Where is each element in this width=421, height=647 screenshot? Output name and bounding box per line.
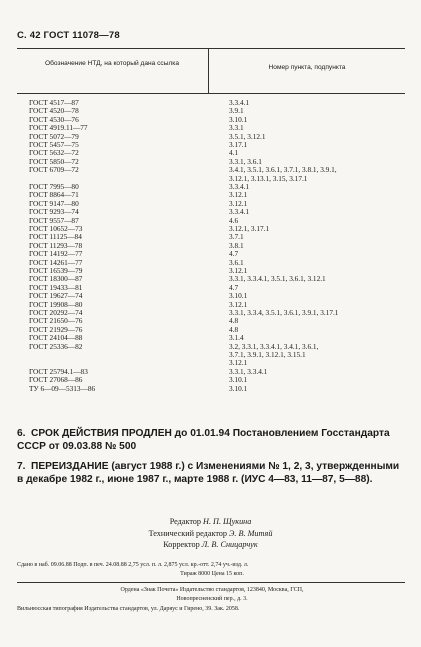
- table-cell-clause: 3.3.1, 3.3.4.1: [229, 366, 268, 376]
- table-cell-clause: 3.1.4: [229, 333, 244, 343]
- column-header-document: Обозначение НТД, на который дана ссылка: [45, 60, 179, 67]
- table-cell-document: ГОСТ 19908—80: [29, 299, 83, 309]
- table-cell-clause: 3.10.1: [229, 114, 248, 124]
- table-cell-document: ГОСТ 20292—74: [29, 308, 83, 317]
- paragraph-validity: [17, 427, 405, 453]
- paragraph-reissue: [17, 460, 405, 486]
- table-cell-clause: 4.7: [229, 249, 239, 259]
- credit-proofreader: Корректор Л. В. Сницарчук: [163, 540, 258, 549]
- table-cell-clause: 3.12.1, 3.13.1, 3.15, 3.17.1: [229, 173, 308, 183]
- imprint-printer: Вильнюсская типография Издательства стандартов, ул. Даряус и Гирено, 39. Зак. 2058.: [17, 606, 240, 612]
- table-cell-document: ГОСТ 5072—79: [29, 131, 79, 141]
- table-cell-document: ГОСТ 24104—88: [29, 333, 83, 343]
- table-cell-document: ГОСТ 5457—75: [29, 140, 79, 149]
- imprint-print-data: Сдано в наб. 09.06.88 Подп. в печ. 24.08.88 2,75 усл. п. л. 2,875 усл. кр.-отт. 2,74 уч.-изд. л.: [17, 562, 249, 568]
- table-cell-document: ГОСТ 9557—87: [29, 215, 79, 225]
- table-cell-clause: 4.7: [229, 282, 239, 292]
- table-column-divider: [208, 48, 209, 93]
- table-top-rule: [17, 48, 405, 49]
- credit-tech-editor: Технический редактор Э. В. Митяй: [148, 528, 273, 538]
- table-cell-clause: 3.12.1: [229, 190, 248, 200]
- table-cell-clause: 4.8: [229, 324, 239, 334]
- table-cell-document: ГОСТ 11125—84: [29, 232, 82, 242]
- table-cell-clause: 3.3.4.1: [229, 98, 250, 107]
- table-cell-clause: 3.2, 3.3.1, 3.3.4.1, 3.4.1, 3.6.1,: [229, 341, 319, 351]
- table-cell-document: ГОСТ 19433—81: [29, 282, 83, 292]
- table-cell-clause: 3.10.1: [229, 375, 248, 385]
- imprint-rule-top: [17, 582, 405, 583]
- table-cell-document: ГОСТ 5850—72: [29, 156, 79, 166]
- table-cell-clause: 3.17.1: [229, 140, 248, 149]
- table-cell-clause: 3.12.1: [229, 299, 248, 309]
- imprint-publisher: Ордена «Знак Почета» Издательство стандартов, 123840, Москва, ГСП,: [120, 587, 304, 593]
- table-cell-document: ГОСТ 21650—76: [29, 316, 83, 326]
- table-cell-document: ГОСТ 25794.1—83: [29, 366, 88, 376]
- table-cell-document: ГОСТ 4520—78: [29, 106, 79, 116]
- table-cell-clause: 3.9.1: [229, 106, 244, 116]
- table-cell-clause: 3.12.1: [229, 266, 248, 275]
- table-cell-document: ГОСТ 27068—86: [29, 375, 83, 385]
- credits-block: [0, 516, 421, 551]
- table-cell-document: ГОСТ 14192—77: [29, 249, 83, 259]
- table-cell-document: ГОСТ 14261—77: [29, 257, 83, 267]
- imprint-publisher-address: Новопресненский пер., д. 3.: [176, 596, 248, 602]
- table-cell-clause: 3.12.1: [229, 198, 248, 208]
- paragraph-text: СРОК ДЕЙСТВИЯ ПРОДЛЕН до 01.01.94 Постановлением Госстандарта СССР от 09.03.88 № 500: [17, 428, 390, 452]
- table-cell-document: ТУ 6—09—5313—86: [29, 383, 96, 393]
- table-cell-document: ГОСТ 25336—82: [29, 341, 83, 351]
- table-cell-clause: 3.10.1: [229, 383, 248, 393]
- table-cell-clause: 3.7.1: [229, 232, 244, 242]
- table-header-rule: [17, 93, 405, 94]
- paragraph-number: 6.: [17, 428, 26, 439]
- table-cell-clause: 3.8.1: [229, 240, 244, 250]
- table-cell-clause: 3.4.1, 3.5.1, 3.6.1, 3.7.1, 3.8.1, 3.9.1,: [229, 165, 337, 175]
- table-cell-clause: 4.8: [229, 316, 239, 326]
- table-row: [0, 385, 421, 393]
- column-header-clause: Номер пункта, подпункта: [268, 64, 346, 71]
- table-cell-clause: 3.3.1, 3.6.1: [229, 156, 262, 166]
- table-cell-clause: 3.6.1: [229, 257, 244, 267]
- paragraph-number: 7.: [17, 461, 26, 472]
- table-cell-clause: 3.3.1: [229, 123, 244, 133]
- table-cell-document: ГОСТ 9293—74: [29, 207, 79, 217]
- table-cell-clause: 3.10.1: [229, 291, 248, 301]
- table-row: [0, 351, 421, 359]
- page-header: С. 42 ГОСТ 11078—78: [17, 30, 120, 41]
- table-cell-document: ГОСТ 4919.11—77: [29, 123, 88, 133]
- table-cell-clause: 3.3.1, 3.3.4.1, 3.5.1, 3.6.1, 3.12.1: [229, 274, 326, 284]
- table-cell-document: ГОСТ 5632—72: [29, 148, 79, 158]
- table-cell-document: ГОСТ 21929—76: [29, 324, 83, 334]
- table-cell-document: ГОСТ 16539—79: [29, 266, 83, 275]
- table-cell-clause: 3.12.1, 3.17.1: [229, 224, 270, 233]
- table-cell-clause: 4.6: [229, 215, 239, 225]
- table-cell-document: ГОСТ 8864—71: [29, 190, 79, 200]
- table-cell-clause: 3.3.1, 3.3.4, 3.5.1, 3.6.1, 3.9.1, 3.17.1: [229, 308, 339, 317]
- table-cell-clause: 3.3.4.1: [229, 182, 250, 191]
- table-cell-document: ГОСТ 11293—78: [29, 240, 83, 250]
- table-cell-clause: 4.1: [229, 148, 239, 158]
- table-row: [0, 343, 421, 351]
- table-cell-document: ГОСТ 18300—87: [29, 274, 83, 284]
- credit-editor: Редактор Н. П. Щукина: [169, 517, 252, 526]
- table-row: [0, 166, 421, 174]
- table-cell-clause: 3.7.1, 3.9.1, 3.12.1, 3.15.1: [229, 350, 306, 359]
- table-cell-document: ГОСТ 4517—87: [29, 98, 79, 107]
- table-cell-document: ГОСТ 10652—73: [29, 224, 83, 233]
- table-cell-document: ГОСТ 6709—72: [29, 165, 79, 175]
- imprint-run: Тираж 8000 Цена 15 коп.: [180, 571, 244, 577]
- table-cell-document: ГОСТ 7995—80: [29, 182, 79, 191]
- table-cell-clause: 3.5.1, 3.12.1: [229, 131, 266, 141]
- paragraph-text: ПЕРЕИЗДАНИЕ (август 1988 г.) с Изменениями № 1, 2, 3, утвержденными в декабре 1982 г., июне 1987 г., марте 1988 г. (ИУС 4—83, 11—87, 5—88).: [17, 461, 400, 485]
- table-cell-document: ГОСТ 4530—76: [29, 114, 79, 124]
- table-cell-document: ГОСТ 9147—80: [29, 198, 79, 208]
- table-cell-clause: 3.3.4.1: [229, 207, 250, 217]
- table-cell-document: ГОСТ 19627—74: [29, 291, 83, 301]
- table-cell-clause: 3.12.1: [229, 358, 248, 368]
